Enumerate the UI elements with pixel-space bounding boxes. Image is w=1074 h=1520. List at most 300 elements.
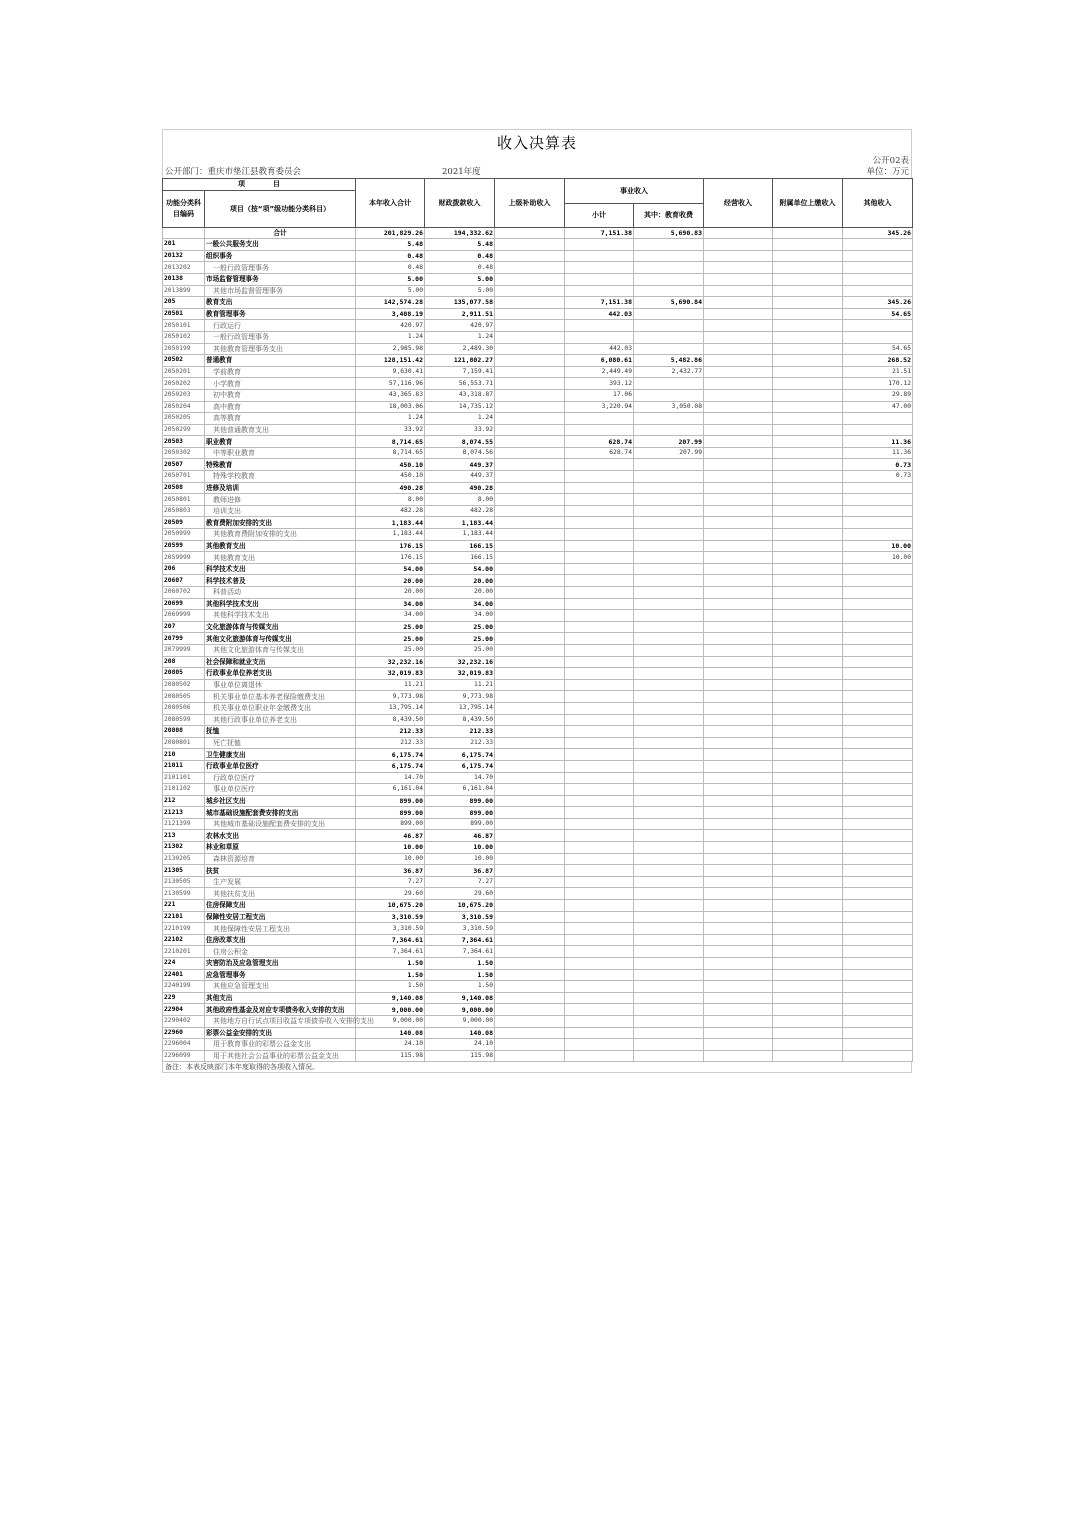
- row-operating: [704, 946, 773, 958]
- table-row: [163, 981, 913, 993]
- row-business-tuition: [634, 900, 704, 912]
- row-business-subtotal: [565, 517, 634, 529]
- table-row: [163, 320, 913, 332]
- row-fiscal: 7,364.61: [425, 934, 495, 946]
- row-fiscal: 5.00: [425, 273, 495, 285]
- row-operating: [704, 633, 773, 645]
- row-business-subtotal: [565, 1050, 634, 1062]
- row-business-subtotal: [565, 691, 634, 703]
- row-business-tuition: [634, 621, 704, 633]
- row-name: 其他扶贫支出: [205, 888, 356, 900]
- table-row: [163, 1027, 913, 1039]
- row-other: [843, 633, 913, 645]
- row-business-tuition: [634, 331, 704, 343]
- row-business-subtotal: [565, 900, 634, 912]
- row-affiliated: [773, 760, 843, 772]
- row-total-income: 2,985.98: [356, 343, 425, 355]
- row-name: 彩票公益金安排的支出: [205, 1027, 356, 1039]
- row-superior-subsidy: [495, 1027, 565, 1039]
- row-business-subtotal: [565, 610, 634, 622]
- row-name: 科普活动: [205, 587, 356, 599]
- row-other: [843, 726, 913, 738]
- row-business-subtotal: [565, 413, 634, 425]
- row-name: 合计: [205, 227, 356, 239]
- table-row: [163, 610, 913, 622]
- row-superior-subsidy: [495, 401, 565, 413]
- income-table-body: [163, 227, 913, 1062]
- row-fiscal: 24.10: [425, 1039, 495, 1051]
- row-other: [843, 250, 913, 262]
- row-fiscal: 13,795.14: [425, 702, 495, 714]
- row-superior-subsidy: [495, 807, 565, 819]
- row-business-tuition: [634, 389, 704, 401]
- row-affiliated: [773, 818, 843, 830]
- row-business-tuition: [634, 946, 704, 958]
- row-fiscal: 420.97: [425, 320, 495, 332]
- row-operating: [704, 517, 773, 529]
- row-superior-subsidy: [495, 262, 565, 274]
- row-operating: [704, 447, 773, 459]
- row-operating: [704, 853, 773, 865]
- row-operating: [704, 587, 773, 599]
- total-row: [163, 227, 913, 239]
- row-business-subtotal: [565, 644, 634, 656]
- row-total-income: 13,795.14: [356, 702, 425, 714]
- row-operating: [704, 830, 773, 842]
- row-business-subtotal: [565, 633, 634, 645]
- row-code: 20138: [163, 273, 205, 285]
- row-business-tuition: [634, 853, 704, 865]
- row-total-income: 1.24: [356, 331, 425, 343]
- table-row: [163, 1015, 913, 1027]
- row-other: 10.00: [843, 552, 913, 564]
- row-code: 2050999: [163, 529, 205, 541]
- row-affiliated: [773, 401, 843, 413]
- table-row: [163, 876, 913, 888]
- row-operating: [704, 424, 773, 436]
- row-business-subtotal: [565, 494, 634, 506]
- row-code: 208: [163, 656, 205, 668]
- row-affiliated: [773, 1039, 843, 1051]
- row-other: [843, 760, 913, 772]
- table-row: [163, 494, 913, 506]
- footnote: 备注：本表反映部门本年度取得的各项收入情况。: [162, 1062, 912, 1073]
- row-other: 54.65: [843, 343, 913, 355]
- row-fiscal: 5.48: [425, 239, 495, 251]
- row-code: 221: [163, 900, 205, 912]
- row-name: 初中教育: [205, 389, 356, 401]
- row-operating: [704, 610, 773, 622]
- row-business-subtotal: [565, 250, 634, 262]
- row-business-subtotal: [565, 262, 634, 274]
- row-business-subtotal: [565, 239, 634, 251]
- row-operating: [704, 679, 773, 691]
- row-code: 205: [163, 297, 205, 309]
- row-superior-subsidy: [495, 273, 565, 285]
- row-fiscal: 32,019.83: [425, 668, 495, 680]
- header-item: 项目（按“项”级功能分类科目）: [205, 190, 356, 227]
- row-superior-subsidy: [495, 413, 565, 425]
- row-superior-subsidy: [495, 471, 565, 483]
- row-code: 20699: [163, 598, 205, 610]
- row-other: [843, 749, 913, 761]
- row-name: 其他文化旅游体育与传媒支出: [205, 644, 356, 656]
- row-business-tuition: [634, 714, 704, 726]
- unit-label: 单位：万元: [866, 167, 909, 177]
- row-fiscal: 140.08: [425, 1027, 495, 1039]
- table-row: [163, 331, 913, 343]
- row-operating: [704, 413, 773, 425]
- row-total-income: 1,183.44: [356, 529, 425, 541]
- row-business-subtotal: [565, 807, 634, 819]
- row-operating: [704, 227, 773, 239]
- row-code: 2290402: [163, 1015, 205, 1027]
- row-code: 20509: [163, 517, 205, 529]
- row-operating: [704, 250, 773, 262]
- row-fiscal: 166.15: [425, 540, 495, 552]
- row-fiscal: 10,675.20: [425, 900, 495, 912]
- row-code: 20808: [163, 726, 205, 738]
- header-total-income: 本年收入合计: [356, 179, 425, 228]
- row-affiliated: [773, 900, 843, 912]
- row-code: 22960: [163, 1027, 205, 1039]
- row-business-subtotal: [565, 795, 634, 807]
- row-total-income: 3,408.19: [356, 308, 425, 320]
- row-affiliated: [773, 563, 843, 575]
- row-fiscal: 482.28: [425, 505, 495, 517]
- row-fiscal: 7.27: [425, 876, 495, 888]
- row-operating: [704, 714, 773, 726]
- row-name: 教育管理事务: [205, 308, 356, 320]
- row-operating: [704, 969, 773, 981]
- row-other: [843, 853, 913, 865]
- row-fiscal: 1,183.44: [425, 529, 495, 541]
- row-business-tuition: [634, 517, 704, 529]
- table-row: [163, 529, 913, 541]
- row-code: 2013899: [163, 285, 205, 297]
- row-code: 2296099: [163, 1050, 205, 1062]
- header-business-subtotal: 小计: [565, 203, 634, 227]
- row-code: 20799: [163, 633, 205, 645]
- row-fiscal: 34.00: [425, 610, 495, 622]
- row-superior-subsidy: [495, 529, 565, 541]
- row-affiliated: [773, 459, 843, 471]
- row-fiscal: 46.87: [425, 830, 495, 842]
- header-code: 功能分类科目编码: [163, 190, 205, 227]
- row-business-subtotal: [565, 911, 634, 923]
- row-other: [843, 517, 913, 529]
- row-business-tuition: [634, 842, 704, 854]
- row-affiliated: [773, 795, 843, 807]
- table-row: [163, 842, 913, 854]
- row-other: [843, 946, 913, 958]
- row-fiscal: 25.00: [425, 644, 495, 656]
- row-fiscal: 0.48: [425, 250, 495, 262]
- row-business-subtotal: [565, 505, 634, 517]
- table-row: [163, 923, 913, 935]
- row-superior-subsidy: [495, 424, 565, 436]
- table-row: [163, 911, 913, 923]
- row-business-tuition: [634, 285, 704, 297]
- row-other: [843, 575, 913, 587]
- row-affiliated: [773, 679, 843, 691]
- row-total-income: 140.08: [356, 1027, 425, 1039]
- row-other: 0.73: [843, 459, 913, 471]
- row-name: 扶贫: [205, 865, 356, 877]
- row-affiliated: [773, 621, 843, 633]
- row-superior-subsidy: [495, 888, 565, 900]
- row-affiliated: [773, 1050, 843, 1062]
- row-total-income: 5.00: [356, 273, 425, 285]
- row-other: 0.73: [843, 471, 913, 483]
- row-fiscal: 20.00: [425, 587, 495, 599]
- row-operating: [704, 308, 773, 320]
- row-operating: [704, 1039, 773, 1051]
- table-row: [163, 366, 913, 378]
- table-row: [163, 900, 913, 912]
- row-business-subtotal: [565, 320, 634, 332]
- row-other: [843, 1004, 913, 1016]
- row-superior-subsidy: [495, 1004, 565, 1016]
- row-other: [843, 679, 913, 691]
- row-name: 事业单位医疗: [205, 784, 356, 796]
- row-business-subtotal: [565, 482, 634, 494]
- row-name: 市场监督管理事务: [205, 273, 356, 285]
- row-affiliated: [773, 529, 843, 541]
- row-code: 20132: [163, 250, 205, 262]
- row-superior-subsidy: [495, 459, 565, 471]
- row-total-income: 8,714.65: [356, 436, 425, 448]
- row-name: 培训支出: [205, 505, 356, 517]
- row-superior-subsidy: [495, 355, 565, 367]
- row-operating: [704, 331, 773, 343]
- row-business-tuition: [634, 865, 704, 877]
- row-superior-subsidy: [495, 760, 565, 772]
- row-superior-subsidy: [495, 876, 565, 888]
- row-code: 2069999: [163, 610, 205, 622]
- row-total-income: 115.98: [356, 1050, 425, 1062]
- row-business-subtotal: [565, 946, 634, 958]
- row-operating: [704, 795, 773, 807]
- row-other: [843, 587, 913, 599]
- row-affiliated: [773, 726, 843, 738]
- row-code: 20501: [163, 308, 205, 320]
- row-other: [843, 262, 913, 274]
- row-business-subtotal: [565, 1039, 634, 1051]
- row-business-subtotal: [565, 842, 634, 854]
- row-fiscal: 33.92: [425, 424, 495, 436]
- table-row: [163, 830, 913, 842]
- row-name: 其他支出: [205, 992, 356, 1004]
- row-business-tuition: [634, 378, 704, 390]
- row-affiliated: [773, 807, 843, 819]
- row-name: 文化旅游体育与传媒支出: [205, 621, 356, 633]
- row-fiscal: 14.70: [425, 772, 495, 784]
- row-code: 22102: [163, 934, 205, 946]
- row-code: 20599: [163, 540, 205, 552]
- table-row: [163, 749, 913, 761]
- row-business-tuition: [634, 273, 704, 285]
- row-code: 2050101: [163, 320, 205, 332]
- row-business-subtotal: 6,080.61: [565, 355, 634, 367]
- row-fiscal: 8.00: [425, 494, 495, 506]
- row-total-income: 9,140.08: [356, 992, 425, 1004]
- row-code: 22401: [163, 969, 205, 981]
- table-row: [163, 436, 913, 448]
- row-operating: [704, 505, 773, 517]
- row-operating: [704, 366, 773, 378]
- row-superior-subsidy: [495, 563, 565, 575]
- row-fiscal: 7,159.41: [425, 366, 495, 378]
- table-row: [163, 644, 913, 656]
- row-business-subtotal: [565, 830, 634, 842]
- row-superior-subsidy: [495, 552, 565, 564]
- row-superior-subsidy: [495, 447, 565, 459]
- row-fiscal: 9,773.98: [425, 691, 495, 703]
- row-affiliated: [773, 413, 843, 425]
- row-total-income: 25.00: [356, 633, 425, 645]
- row-operating: [704, 958, 773, 970]
- row-total-income: 9,000.00: [356, 1004, 425, 1016]
- row-total-income: 25.00: [356, 644, 425, 656]
- row-name: 其他保障性安居工程支出: [205, 923, 356, 935]
- row-business-subtotal: [565, 772, 634, 784]
- table-row: [163, 865, 913, 877]
- table-row: [163, 517, 913, 529]
- row-operating: [704, 1015, 773, 1027]
- row-code: 2240199: [163, 981, 205, 993]
- row-business-tuition: [634, 668, 704, 680]
- row-business-tuition: [634, 563, 704, 575]
- row-business-tuition: [634, 598, 704, 610]
- row-name: 抚恤: [205, 726, 356, 738]
- row-other: [843, 331, 913, 343]
- table-row: [163, 656, 913, 668]
- row-affiliated: [773, 888, 843, 900]
- row-business-subtotal: 2,449.49: [565, 366, 634, 378]
- row-code: 20503: [163, 436, 205, 448]
- row-code: 224: [163, 958, 205, 970]
- row-total-income: 32,232.16: [356, 656, 425, 668]
- row-fiscal: 212.33: [425, 726, 495, 738]
- row-code: 21213: [163, 807, 205, 819]
- row-business-subtotal: [565, 285, 634, 297]
- row-business-subtotal: [565, 969, 634, 981]
- row-superior-subsidy: [495, 540, 565, 552]
- row-business-tuition: [634, 969, 704, 981]
- row-affiliated: [773, 552, 843, 564]
- department-label: 公开部门：重庆市垫江县教育委员会: [165, 167, 302, 177]
- row-operating: [704, 818, 773, 830]
- row-operating: [704, 923, 773, 935]
- row-business-tuition: [634, 830, 704, 842]
- row-name: 保障性安居工程支出: [205, 911, 356, 923]
- row-fiscal: 11.21: [425, 679, 495, 691]
- row-affiliated: [773, 250, 843, 262]
- row-code: 2080801: [163, 737, 205, 749]
- row-code: 2101101: [163, 772, 205, 784]
- row-code: 21011: [163, 760, 205, 772]
- row-name: 其他教育支出: [205, 540, 356, 552]
- row-other: [843, 981, 913, 993]
- row-superior-subsidy: [495, 482, 565, 494]
- row-operating: [704, 760, 773, 772]
- table-row: [163, 355, 913, 367]
- row-other: [843, 610, 913, 622]
- row-fiscal: 9,000.00: [425, 1015, 495, 1027]
- row-other: [843, 818, 913, 830]
- row-other: [843, 1039, 913, 1051]
- row-superior-subsidy: [495, 587, 565, 599]
- row-other: [843, 621, 913, 633]
- row-affiliated: [773, 482, 843, 494]
- row-business-subtotal: [565, 668, 634, 680]
- row-affiliated: [773, 923, 843, 935]
- row-name: 其他科学技术支出: [205, 610, 356, 622]
- row-name: 学前教育: [205, 366, 356, 378]
- row-other: 345.26: [843, 297, 913, 309]
- row-superior-subsidy: [495, 992, 565, 1004]
- row-affiliated: [773, 517, 843, 529]
- table-row: [163, 969, 913, 981]
- row-business-tuition: [634, 250, 704, 262]
- row-operating: [704, 772, 773, 784]
- row-name: 其他城市基础设施配套费安排的支出: [205, 818, 356, 830]
- row-name: 小学教育: [205, 378, 356, 390]
- row-other: 11.36: [843, 447, 913, 459]
- row-business-subtotal: 393.12: [565, 378, 634, 390]
- row-total-income: 57,116.96: [356, 378, 425, 390]
- row-business-tuition: [634, 760, 704, 772]
- row-name: 农林水支出: [205, 830, 356, 842]
- row-business-tuition: [634, 587, 704, 599]
- row-affiliated: [773, 656, 843, 668]
- row-fiscal: 449.37: [425, 471, 495, 483]
- row-other: [843, 656, 913, 668]
- meta-row: [162, 167, 912, 178]
- row-superior-subsidy: [495, 517, 565, 529]
- row-business-tuition: 3,050.08: [634, 401, 704, 413]
- row-affiliated: [773, 540, 843, 552]
- row-other: [843, 911, 913, 923]
- row-business-tuition: [634, 471, 704, 483]
- row-business-tuition: [634, 923, 704, 935]
- row-operating: [704, 691, 773, 703]
- row-affiliated: [773, 876, 843, 888]
- row-business-tuition: [634, 992, 704, 1004]
- row-affiliated: [773, 784, 843, 796]
- row-business-tuition: [634, 552, 704, 564]
- row-code: 2210201: [163, 946, 205, 958]
- row-superior-subsidy: [495, 366, 565, 378]
- table-row: [163, 760, 913, 772]
- row-name: 其他教育支出: [205, 552, 356, 564]
- row-affiliated: [773, 447, 843, 459]
- row-name: 教师进修: [205, 494, 356, 506]
- row-total-income: 33.92: [356, 424, 425, 436]
- row-code: 213: [163, 830, 205, 842]
- row-business-subtotal: [565, 598, 634, 610]
- row-business-subtotal: [565, 575, 634, 587]
- row-superior-subsidy: [495, 737, 565, 749]
- row-superior-subsidy: [495, 818, 565, 830]
- row-business-subtotal: 628.74: [565, 436, 634, 448]
- row-other: [843, 482, 913, 494]
- row-other: 29.89: [843, 389, 913, 401]
- row-business-subtotal: [565, 702, 634, 714]
- table-row: [163, 563, 913, 575]
- row-operating: [704, 459, 773, 471]
